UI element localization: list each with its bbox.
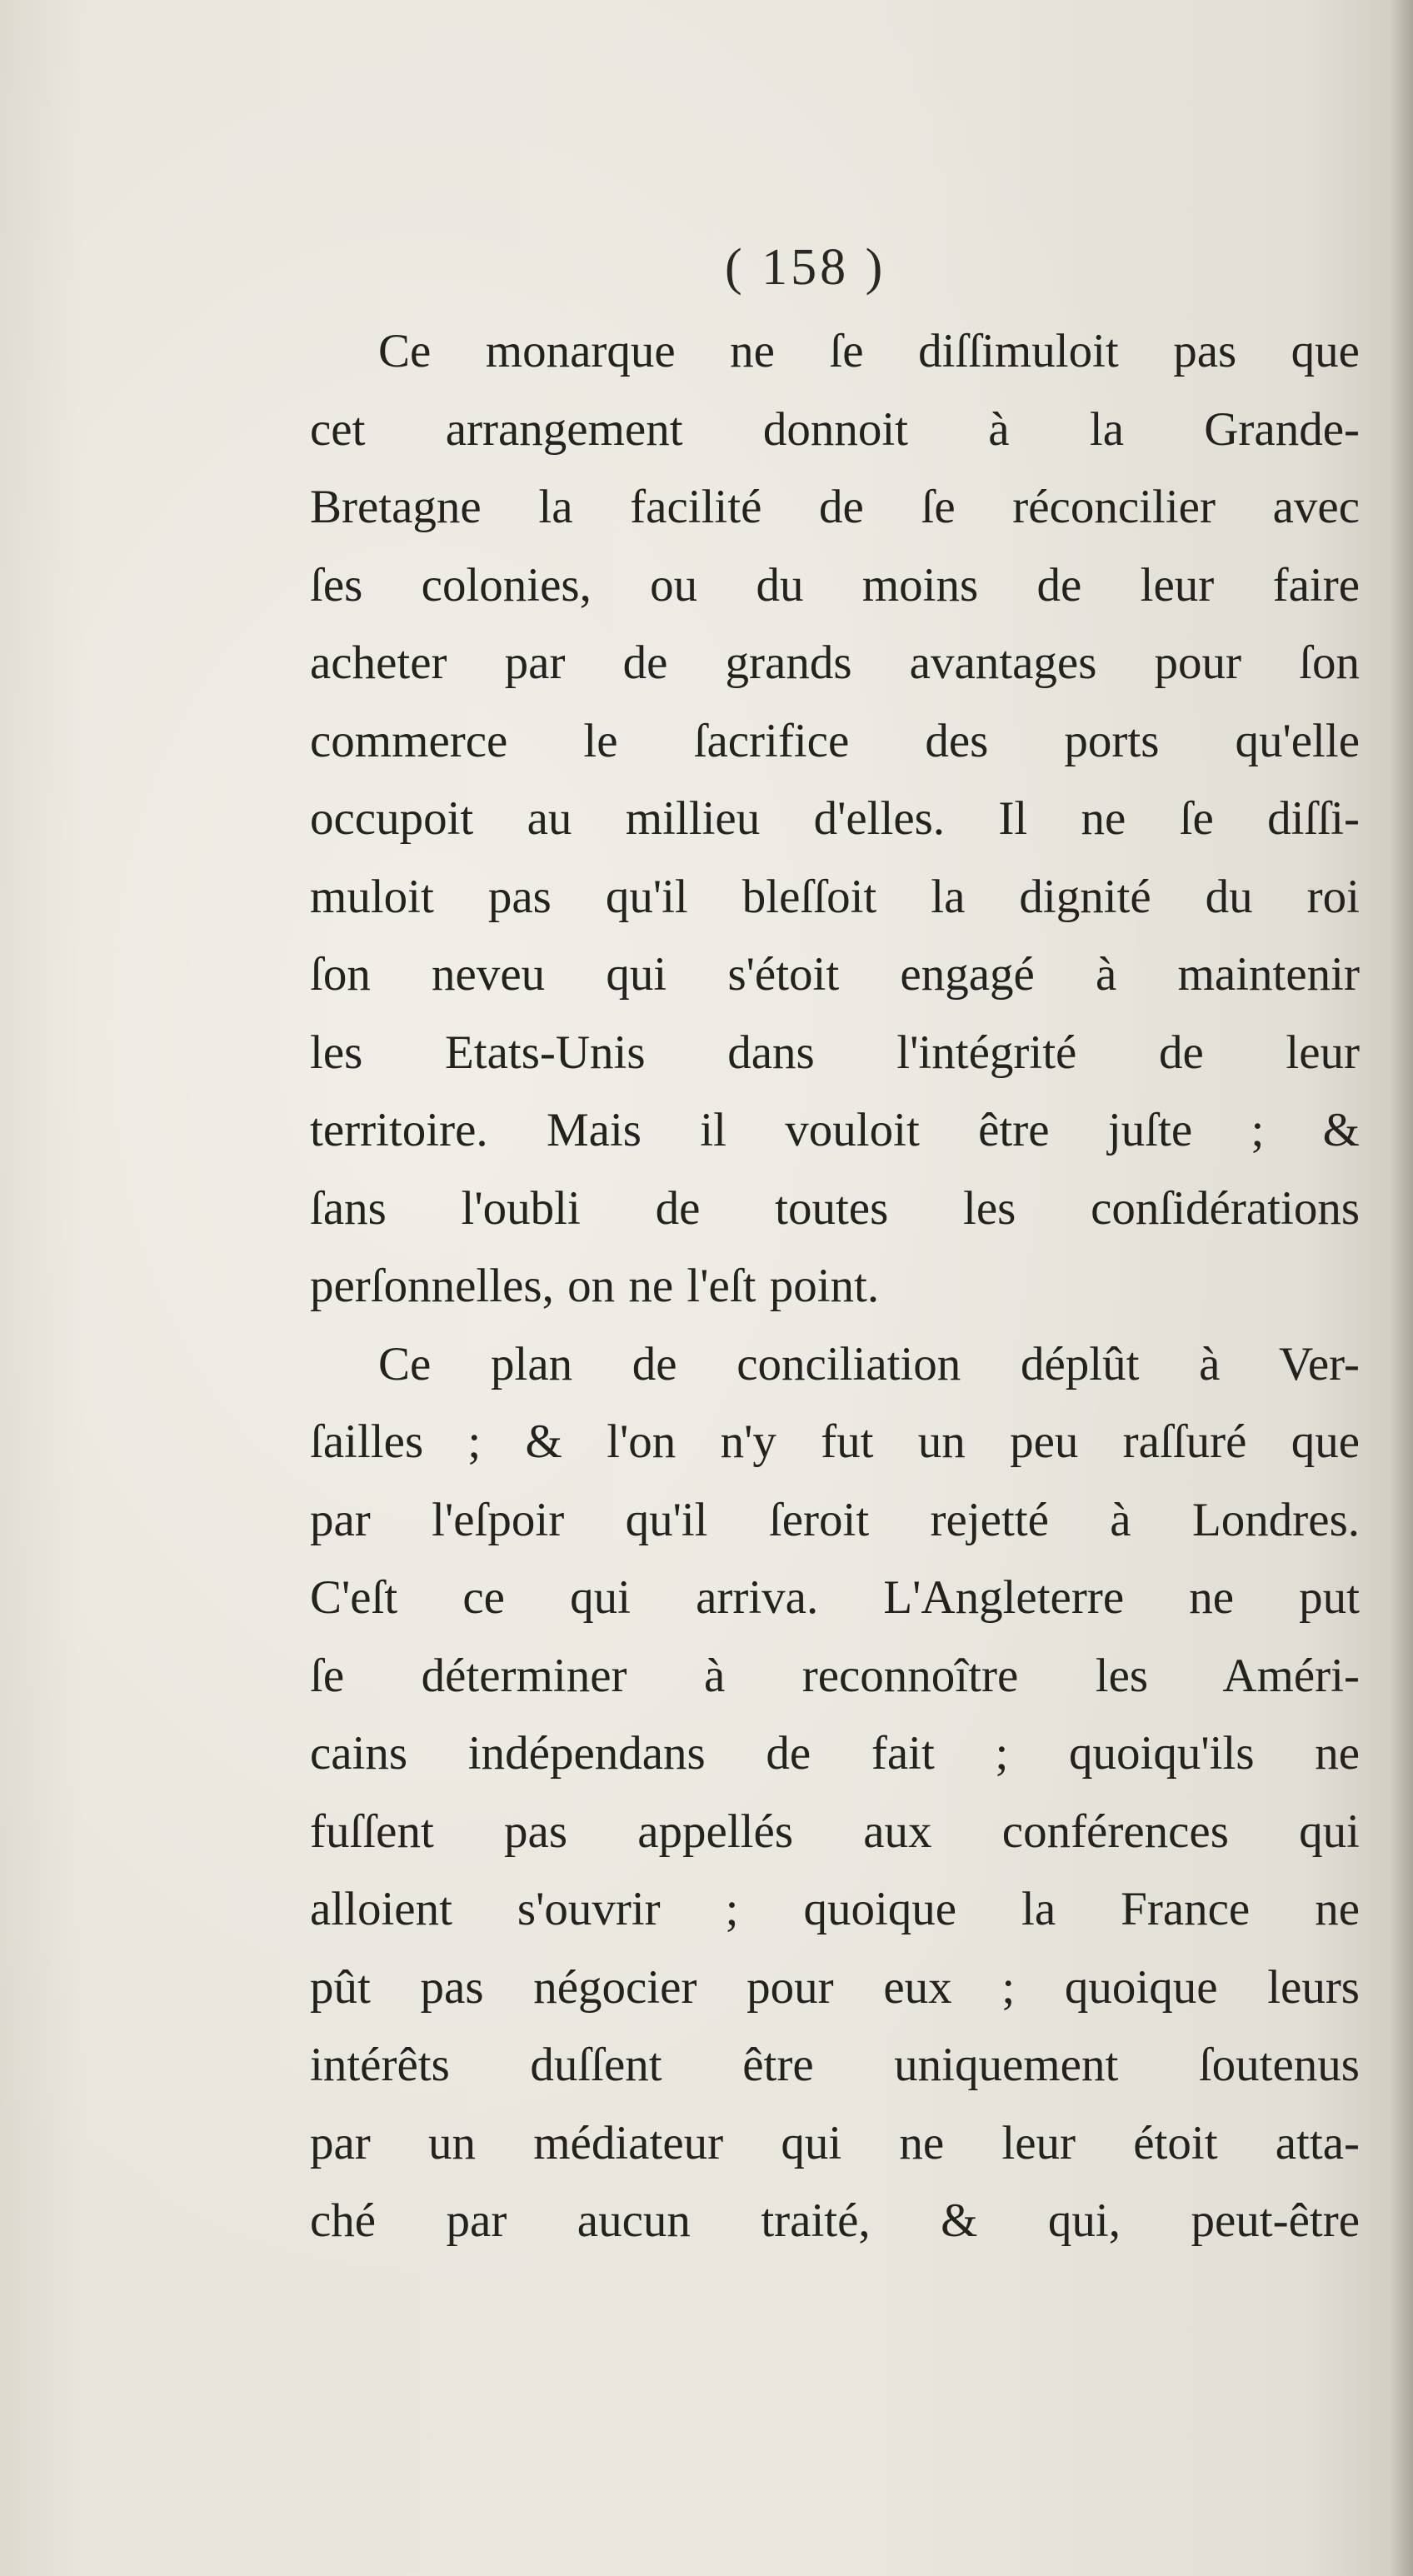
text-line: muloit pas qu'il bleſſoit la dignité du roi xyxy=(310,870,1360,923)
text-line: ſailles ; & l'on n'y fut un peu raſſuré que xyxy=(310,1415,1360,1468)
text-line: ſon neveu qui s'étoit engagé à maintenir xyxy=(310,948,1360,1001)
text-line: commerce le ſacrifice des ports qu'elle xyxy=(310,714,1360,767)
text-line: C'eſt ce qui arriva. L'Angleterre ne put xyxy=(310,1571,1360,1624)
text-line: pût pas négocier pour eux ; quoique leurs xyxy=(310,1960,1360,2014)
text-line: perſonnelles, on ne l'eſt point. xyxy=(310,1260,880,1312)
text-line: occupoit au millieu d'elles. Il ne ſe diſſi- xyxy=(310,792,1360,845)
text-line: fuſſent pas appellés aux conférences qui xyxy=(310,1805,1360,1858)
page-number: ( 158 ) xyxy=(725,239,886,296)
text-line: les Etats-Unis dans l'intégrité de leur xyxy=(310,1026,1360,1079)
text-line: intérêts duſſent être uniquement ſoutenus xyxy=(310,2039,1360,2091)
text-line: ſans l'oubli de toutes les conſidérations xyxy=(310,1181,1360,1235)
text-line: par un médiateur qui ne leur étoit atta- xyxy=(310,2116,1360,2169)
text-line: alloient s'ouvrir ; quoique la France ne xyxy=(310,1883,1360,1935)
text-line: territoire. Mais il vouloit être juſte ; & xyxy=(310,1104,1360,1156)
text-line: Ce plan de conciliation déplût à Ver- xyxy=(378,1337,1360,1390)
text-line: cains indépendans de fait ; quoiqu'ils ne xyxy=(310,1727,1360,1780)
text-line: acheter par de grands avantages pour ſon xyxy=(310,637,1360,689)
text-line: Ce monarque ne ſe diſſimuloit pas que xyxy=(378,325,1360,377)
page-gutter-shadow xyxy=(1390,0,1413,2576)
text-line: ché par aucun traité, & qui, peut-être xyxy=(310,2194,1360,2247)
text-line: cet arrangement donnoit à la Grande- xyxy=(310,402,1360,456)
text-line: par l'eſpoir qu'il ſeroit rejetté à Londres. xyxy=(310,1493,1360,1546)
text-line: ſes colonies, ou du moins de leur faire xyxy=(310,558,1360,612)
text-line: ſe déterminer à reconnoître les Améri- xyxy=(310,1649,1360,1702)
body-text xyxy=(310,312,1360,2260)
text-line: Bretagne la facilité de ſe réconcilier avec xyxy=(310,481,1360,533)
